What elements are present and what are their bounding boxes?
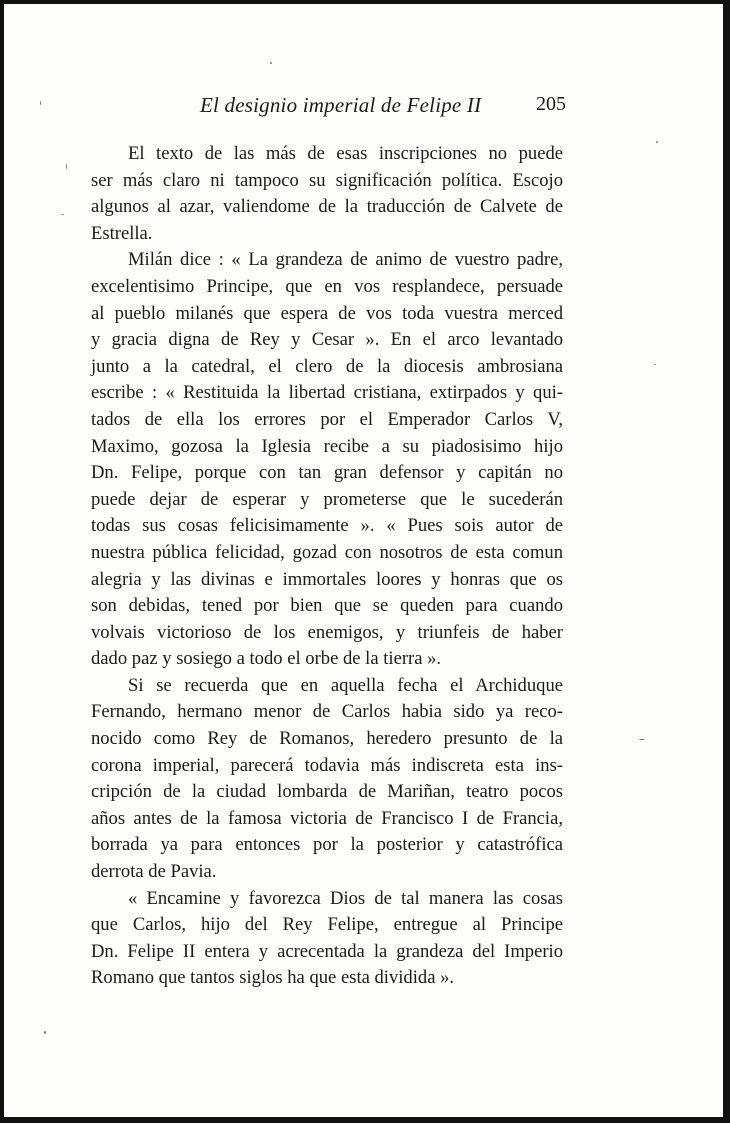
text-line: que Carlos, hijo del Rey Felipe, entregue al Principe <box>91 914 563 936</box>
text-line: nuestra pública felicidad, gozad con nosotros de esta comun <box>91 541 563 563</box>
text-line: nocido como Rey de Romanos, heredero presunto de la <box>91 728 563 750</box>
scan-speck <box>654 364 656 365</box>
text-line: borrada ya para entonces por la posterior y catastrófica <box>91 834 563 856</box>
text-line: El texto de las más de esas inscripciones no puede <box>128 143 563 164</box>
text-line: alegria y las divinas e immortales loores y honras que os <box>91 568 563 590</box>
text-line: tados de ella los errores por el Emperador Carlos V, <box>91 408 563 430</box>
text-line: corona imperial, parecerá todavia más indiscreta esta ins- <box>91 754 563 776</box>
scan-speck <box>66 164 67 169</box>
text-line: Milán dice : « La grandeza de animo de vuestro padre, <box>128 249 563 271</box>
scan-speck <box>639 739 645 740</box>
text-line: todas sus cosas felicisimamente ». « Pues sois autor de <box>91 515 563 537</box>
text-line: Romano que tantos siglos ha que esta dividida ». <box>91 967 455 989</box>
text-line: puede dejar de esperar y prometerse que le sucederán <box>91 488 563 510</box>
text-line: son debidas, tened por bien que se queden para cuando <box>91 595 563 617</box>
text-line: y gracia digna de Rey y Cesar ». En el arco levantado <box>91 329 563 351</box>
scan-speck <box>656 141 658 143</box>
text-line: Estrella. <box>91 222 153 244</box>
scan-speck <box>44 1031 46 1034</box>
text-line: Si se recuerda que en aquella fecha el Archiduque <box>128 674 563 696</box>
page-header <box>4 93 730 123</box>
text-line: algunos al azar, valiendome de la traducción de Calvete de <box>91 196 563 218</box>
text-line: derrota de Pavia. <box>91 861 217 883</box>
text-line: volvais victorioso de los enemigos, y triunfeis de haber <box>91 621 563 643</box>
text-line: « Encamine y favorezca Dios de tal manera las cosas <box>128 887 563 909</box>
text-line: ser más claro ni tampoco su significación política. Escojo <box>91 169 563 191</box>
scan-speck <box>40 101 41 105</box>
text-line: junto a la catedral, el clero de la diocesis ambrosiana <box>91 355 563 377</box>
page-number: 205 <box>536 93 566 115</box>
text-line: escribe : « Restituida la libertad cristiana, extirpados y qui- <box>91 382 563 404</box>
text-line: Dn. Felipe II entera y acrecentada la grandeza del Imperio <box>91 940 563 962</box>
text-line: Dn. Felipe, porque con tan gran defensor y capitán no <box>91 462 563 484</box>
text-line: al pueblo milanés que espera de vos toda vuestra merced <box>91 302 563 324</box>
text-line: dado paz y sosiego a todo el orbe de la tierra ». <box>91 648 442 670</box>
text-line: Maximo, gozosa la Iglesia recibe a su piadosisimo hijo <box>91 435 563 457</box>
text-line: cripción de la ciudad lombarda de Mariñan, teatro pocos <box>91 781 563 803</box>
running-head: El designio imperial de Felipe II <box>200 93 482 117</box>
scan-speck <box>61 214 64 215</box>
scan-speck <box>270 62 272 64</box>
text-line: años antes de la famosa victoria de Francisco I de Francia, <box>91 807 563 829</box>
text-line: Fernando, hermano menor de Carlos habia sido ya reco- <box>91 701 563 723</box>
text-line: excelentisimo Principe, que en vos resplandece, persuade <box>91 275 563 297</box>
body-text <box>91 141 563 992</box>
